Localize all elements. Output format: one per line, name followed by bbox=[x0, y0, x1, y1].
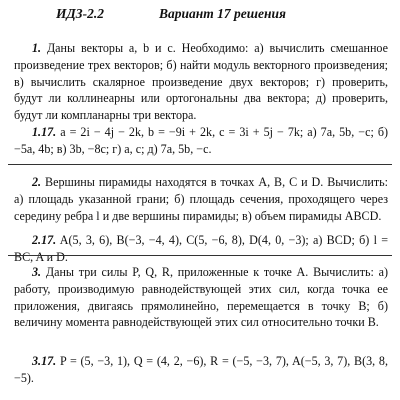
task-1-number: 1. bbox=[32, 41, 42, 55]
task-2-variant-number: 2.17. bbox=[32, 233, 57, 247]
header-variant: Вариант 17 решения bbox=[159, 6, 286, 21]
section-divider bbox=[8, 164, 392, 165]
task-2-variant bbox=[14, 232, 388, 266]
task-2-variant-text: A(5, 3, 6), B(−3, −4, 4), C(5, −6, 8), D(4, 0, −3); а) BCD; б) l = BC, A и D. bbox=[14, 233, 389, 264]
task-2-statement bbox=[14, 174, 388, 224]
task-3-variant-text: P = (5, −3, 1), Q = (4, 2, −6), R = (−5, −3, 7), A(−5, 3, 7), B(3, 8, −5). bbox=[14, 354, 388, 385]
task-1-variant-number: 1.17. bbox=[32, 125, 57, 139]
task-1-variant bbox=[14, 124, 388, 158]
task-3-variant-number: 3.17. bbox=[32, 354, 57, 368]
task-3-statement bbox=[14, 264, 388, 331]
task-3-text: Даны три силы P, Q, R, приложенные к точке A. Вычислить: а) работу, производимую равнодействующей этих сил, когда точка ее приложения, двигаясь прямолинейно, перемещается в точку B; б) величину момента равнодействующей этих сил относительно точки B. bbox=[14, 265, 388, 330]
section-divider bbox=[8, 255, 392, 256]
task-2-text: Вершины пирамиды находятся в точках A, B, C и D. Вычислить: а) площадь указанной грани; б) площадь сечения, проходящего через середину ребра l и две вершины пирамиды; в) объем пирамиды ABCD. bbox=[14, 175, 388, 223]
task-1-statement bbox=[14, 40, 388, 124]
page-header bbox=[56, 6, 400, 28]
header-title: ИДЗ-2.2 bbox=[56, 6, 104, 21]
task-1-text: Даны векторы a, b и c. Необходимо: а) вычислить смешанное произведение трех векторов; б) найти модуль векторного произведения; в) вычислить скалярное произведение двух векторов; г) проверить, будут ли коллинеарны или ортогональны два вектора; д) проверить, будут ли компланарны три вектора. bbox=[14, 41, 388, 123]
task-3-variant bbox=[14, 353, 388, 387]
task-3-number: 3. bbox=[32, 265, 42, 279]
task-1-variant-text: a = 2i − 4j − 2k, b = −9i + 2k, c = 3i + 5j − 7k; а) 7a, 5b, −c; б) −5a, 4b; в) 3b, −8c; г) a, c; д) 7a, 5b, −c. bbox=[14, 125, 388, 156]
task-2-number: 2. bbox=[32, 175, 42, 189]
